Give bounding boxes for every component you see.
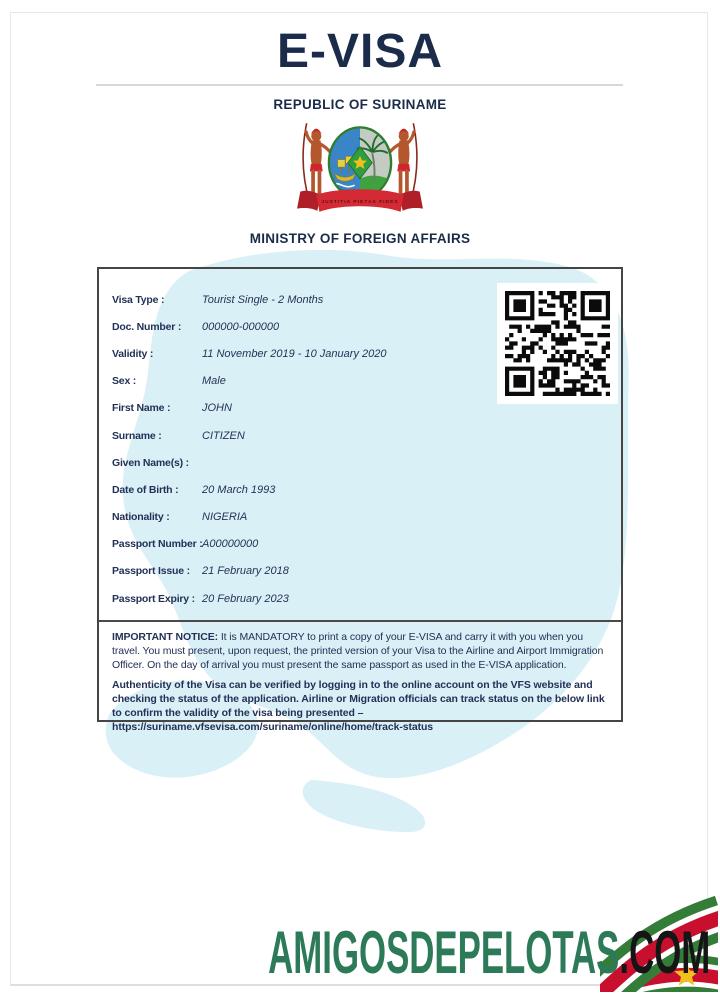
field-value: JOHN — [202, 402, 232, 415]
field-value: Male — [202, 375, 226, 388]
notice-body: It is MANDATORY to print a copy of your E-VISA and carry it with you when you travel. You must present, upon request, the printed version of your Visa to the Airline and Airport Immigration Officer. On the day of arrival you must present the same passport as used in the E-VISA application. — [112, 631, 604, 671]
field-value: 11 November 2019 - 10 January 2020 — [202, 347, 387, 360]
page-title: E-VISA — [276, 25, 444, 78]
site-watermark-tld: .COM — [619, 919, 710, 986]
suriname-coat-of-arms-icon — [296, 113, 424, 219]
notice-paragraph-1 — [112, 630, 609, 672]
title-divider — [96, 84, 623, 86]
site-watermark-name: AMIGOSDEPELOTAS — [267, 919, 620, 986]
important-notice-section — [99, 620, 621, 733]
notice-heading: IMPORTANT NOTICE: — [112, 631, 219, 643]
ministry-heading: MINISTRY OF FOREIGN AFFAIRS — [249, 231, 471, 246]
field-row-nationality — [112, 504, 608, 531]
track-status-link[interactable]: https://suriname.vfsevisa.com/suriname/online/home/track-status — [112, 721, 434, 733]
warrior-left-figure — [306, 129, 331, 194]
visa-details-box — [97, 267, 623, 733]
field-label: Nationality : — [112, 511, 170, 524]
site-watermark — [268, 918, 710, 987]
field-row-passport-expiry — [112, 585, 608, 612]
field-label: Date of Birth : — [112, 483, 179, 496]
notice-paragraph-2 — [112, 678, 609, 734]
field-row-passport-issue — [112, 558, 608, 585]
emblem-motto: JUSTITIA PIETAS FIDES — [321, 199, 399, 205]
field-label: Passport Expiry : — [112, 592, 195, 605]
field-row-given-names — [112, 449, 608, 476]
field-value: 20 February 2023 — [202, 592, 289, 605]
field-row-date-of-birth — [112, 476, 608, 503]
field-value: CITIZEN — [202, 429, 245, 442]
notice-body-2: Authenticity of the Visa can be verified by logging in to the online account on the VFS website and checking the status of the application. Airline or Migration officials can track status on the below link to confirm the validity of the visa being presented – — [112, 679, 605, 719]
field-value: NIGERIA — [202, 511, 248, 524]
warrior-right-figure — [389, 129, 414, 194]
field-label: Sex : — [112, 375, 137, 388]
field-value: 20 March 1993 — [202, 483, 276, 496]
field-label: First Name : — [112, 402, 171, 415]
field-row-surname — [112, 422, 608, 449]
qr-code — [497, 283, 618, 404]
country-heading: REPUBLIC OF SURINAME — [273, 97, 447, 112]
field-label: Given Name(s) : — [112, 456, 189, 469]
field-label: Passport Issue : — [112, 565, 190, 578]
field-row-passport-number — [112, 531, 608, 558]
field-value: A00000000 — [202, 538, 259, 551]
field-label: Doc. Number : — [112, 320, 182, 333]
field-label: Visa Type : — [112, 293, 165, 306]
field-label: Surname : — [112, 429, 162, 442]
field-value: 21 February 2018 — [202, 565, 289, 578]
field-label: Validity : — [112, 347, 154, 360]
field-value: 000000-000000 — [202, 320, 280, 333]
field-value: Tourist Single - 2 Months — [202, 293, 324, 306]
field-label: Passport Number : — [112, 538, 203, 551]
